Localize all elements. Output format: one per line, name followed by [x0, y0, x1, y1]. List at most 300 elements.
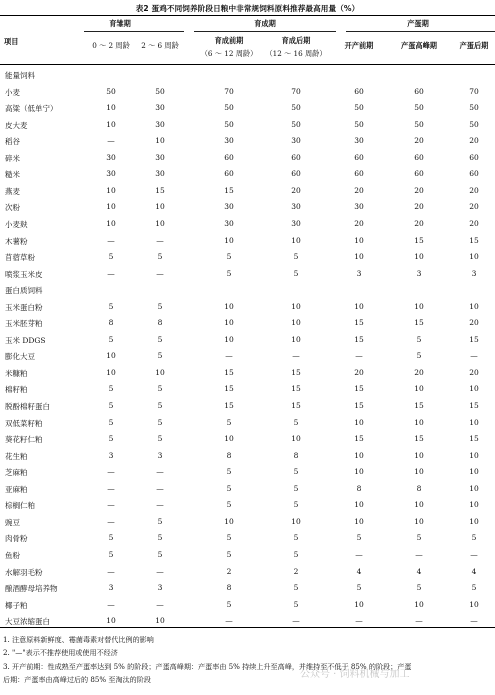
table-cell: 10 [414, 384, 424, 394]
row-label: 皮大麦 [5, 120, 28, 130]
table-cell: 10 [224, 235, 234, 245]
col-week-2-6: 2 ～ 6 周龄 [141, 41, 179, 50]
table-cell: 8 [108, 318, 114, 328]
table-cell: — [470, 549, 478, 559]
table-cell: 5 [157, 401, 163, 410]
table-cell: 20 [291, 185, 301, 195]
table-cell: 20 [469, 367, 479, 377]
table-cell: 5 [157, 549, 163, 559]
table-cell: 50 [106, 86, 116, 96]
row-label: 膨化大豆 [5, 352, 35, 362]
table-cell: 15 [469, 235, 479, 245]
table-cell: 30 [155, 152, 165, 162]
table-cell: 20 [414, 367, 424, 377]
row-label: 双低菜籽粕 [5, 418, 43, 428]
table-cell: 10 [469, 301, 479, 311]
col-late-growing-weeks: （12 ～ 16 周龄） [265, 49, 327, 58]
row-label: 木薯粉 [5, 236, 28, 246]
table-cell: — [156, 500, 164, 510]
table-cell: 10 [354, 235, 364, 245]
table-cell: 5 [108, 334, 114, 344]
table-cell: 15 [291, 367, 301, 377]
table-cell: 5 [226, 500, 232, 510]
item-header: 项目 [4, 37, 19, 46]
table-cell: 50 [224, 103, 234, 113]
table-cell: 10 [414, 450, 424, 460]
table-cell: 20 [469, 136, 479, 146]
table-cell: — [355, 351, 363, 361]
table-cell: 5 [293, 549, 299, 559]
table-cell: 50 [354, 103, 364, 113]
table-cell: 30 [354, 136, 364, 146]
table-cell: 50 [469, 103, 479, 113]
row-label: 亚麻粕 [5, 484, 28, 494]
col-early-growing-weeks: （6 ～ 12 周龄） [200, 49, 258, 58]
table-cell: 10 [354, 450, 364, 460]
table-cell: 10 [414, 252, 424, 262]
table-row [0, 216, 495, 232]
table-cell: 10 [106, 185, 116, 195]
table-title: 表2 蛋鸡不同饲养阶段日粮中非常规饲料原料推荐最高用量（%） [135, 4, 360, 13]
table-notes [3, 633, 493, 687]
table-cell: 10 [414, 417, 424, 427]
table-row [0, 199, 495, 215]
table-row [0, 233, 495, 249]
table-cell: 5 [157, 533, 163, 543]
table-cell: 5 [293, 583, 299, 593]
table-row [0, 183, 495, 199]
row-label: 米糠粕 [5, 368, 28, 378]
table-cell: 15 [354, 318, 364, 328]
row-label: 芝麻粕 [5, 468, 28, 478]
table-cell: 15 [291, 384, 301, 394]
table-cell: 70 [291, 86, 301, 96]
table-cell: 5 [293, 417, 299, 427]
table-cell: — [225, 616, 233, 626]
table-cell: 50 [354, 119, 364, 129]
table-cell: — [156, 483, 164, 493]
table-cell: 10 [224, 516, 234, 526]
table-cell: 10 [106, 218, 116, 228]
table-row [0, 580, 495, 596]
row-label: 棕榈仁粕 [5, 501, 35, 511]
table-cell: 70 [469, 86, 479, 96]
row-label: 棉籽粕 [5, 385, 28, 395]
table-cell: 15 [155, 185, 165, 195]
table-cell: 50 [224, 119, 234, 129]
row-label: 稻谷 [5, 137, 20, 147]
header-rule [0, 64, 495, 65]
table-cell: 10 [469, 417, 479, 427]
note-1: 1. 注意原料新鲜度、霉菌毒素对替代比例的影响 [3, 635, 154, 644]
table-cell: 5 [157, 417, 163, 427]
table-row [0, 464, 495, 480]
table-cell: 20 [414, 202, 424, 212]
table-cell: 20 [354, 367, 364, 377]
table-cell: 5 [416, 334, 422, 344]
table-row [0, 481, 495, 497]
table-cell: — [292, 351, 300, 361]
table-cell: 50 [469, 119, 479, 129]
table-row [0, 299, 495, 315]
table-cell: 60 [354, 86, 364, 96]
table-cell: — [225, 351, 233, 361]
row-label: 玉米蛋白粉 [5, 302, 43, 312]
table-cell: — [355, 616, 363, 626]
col-week-0-2: 0 ～ 2 周龄 [92, 41, 130, 50]
table-cell: 10 [106, 351, 116, 361]
table-cell: — [156, 268, 164, 278]
table-cell: 5 [226, 268, 232, 278]
table-cell: 60 [291, 152, 301, 162]
row-label: 玉米胚芽粕 [5, 319, 43, 329]
table-cell: 10 [291, 516, 301, 526]
table-row [0, 266, 495, 282]
table-row [0, 100, 495, 116]
table-cell: 10 [224, 318, 234, 328]
table-cell: 5 [108, 549, 114, 559]
table-row [0, 332, 495, 348]
table-cell: 15 [469, 401, 479, 410]
table-cell: 10 [155, 136, 165, 146]
table-cell: 3 [471, 268, 477, 278]
table-cell: 4 [356, 566, 362, 576]
table-cell: 15 [354, 434, 364, 444]
table-cell: 20 [414, 136, 424, 146]
table-cell: — [107, 566, 115, 576]
table-row [0, 150, 495, 166]
growing-subrule [194, 31, 336, 32]
table-cell: 15 [469, 434, 479, 444]
row-label: 能量饲料 [5, 71, 35, 80]
table-cell: 10 [469, 450, 479, 460]
table-cell: 20 [354, 185, 364, 195]
table-cell: 20 [414, 185, 424, 195]
table-cell: 15 [354, 401, 364, 410]
table-cell: 10 [354, 417, 364, 427]
row-label: 豌豆 [5, 517, 20, 527]
table-cell: 5 [226, 252, 232, 262]
table-row [0, 365, 495, 381]
table-cell: 10 [354, 252, 364, 262]
table-cell: 15 [354, 384, 364, 394]
table-cell: 5 [416, 351, 422, 361]
table-cell: — [415, 616, 423, 626]
table-cell: 60 [224, 152, 234, 162]
watermark: 公众号 · 饲料机械与加工 [300, 669, 410, 680]
table-cell: — [156, 467, 164, 477]
row-label: 大豆浓缩蛋白 [5, 617, 50, 627]
table-cell: 5 [293, 533, 299, 543]
table-cell: 10 [414, 301, 424, 311]
table-cell: 30 [291, 218, 301, 228]
table-cell: 10 [469, 500, 479, 510]
row-label: 水解羽毛粉 [5, 567, 43, 577]
table-cell: 10 [469, 467, 479, 477]
table-cell: 20 [469, 202, 479, 212]
table-cell: 8 [157, 318, 163, 328]
table-cell: 10 [469, 599, 479, 609]
table-row [0, 415, 495, 431]
table-cell: 10 [155, 218, 165, 228]
table-cell: 5 [226, 483, 232, 493]
table-cell: 20 [469, 218, 479, 228]
table-cell: 20 [469, 185, 479, 195]
table-cell: 15 [224, 384, 234, 394]
table-row [0, 67, 495, 83]
table-cell: 5 [356, 583, 362, 593]
table-cell: 3 [157, 450, 163, 460]
table-cell: 10 [414, 500, 424, 510]
table-cell: 30 [291, 136, 301, 146]
table-cell: 15 [414, 434, 424, 444]
table-cell: — [107, 136, 115, 146]
table-cell: 5 [108, 401, 114, 410]
table-cell: 5 [416, 533, 422, 543]
table-cell: — [107, 235, 115, 245]
table-cell: 10 [155, 202, 165, 212]
group-growing: 育成期 [254, 19, 276, 28]
table-cell: 15 [414, 318, 424, 328]
table-cell: 15 [354, 334, 364, 344]
table-cell: 50 [291, 103, 301, 113]
table-row [0, 315, 495, 331]
row-label: 小麦麸 [5, 219, 28, 229]
table-row [0, 166, 495, 182]
table-row [0, 597, 495, 613]
note-3-continued: 后期：产蛋率由高峰过后的 85% 至淘汰的阶段 [3, 675, 151, 685]
table-cell: 60 [354, 169, 364, 179]
table-row [0, 497, 495, 513]
table-cell: 10 [224, 434, 234, 444]
table-cell: 30 [106, 152, 116, 162]
table-cell: 50 [291, 119, 301, 129]
col-late-laying: 产蛋后期 [459, 41, 489, 50]
top-rule [0, 15, 495, 16]
table-cell: 10 [469, 384, 479, 394]
table-cell: 60 [414, 86, 424, 96]
table-cell: 5 [293, 467, 299, 477]
table-cell: 30 [155, 103, 165, 113]
row-label: 小麦 [5, 87, 20, 97]
table-row [0, 547, 495, 563]
row-label: 椰子粕 [5, 600, 28, 610]
table-cell: 5 [108, 533, 114, 543]
table-cell: 5 [157, 334, 163, 344]
table-row [0, 398, 495, 414]
table-cell: 30 [354, 202, 364, 212]
table-cell: 5 [356, 533, 362, 543]
col-peak-laying: 产蛋高峰期 [401, 41, 437, 50]
table-cell: 10 [469, 252, 479, 262]
table-row [0, 381, 495, 397]
table-cell: 8 [226, 583, 232, 593]
table-cell: 15 [224, 185, 234, 195]
table-cell: 10 [106, 367, 116, 377]
row-label: 喷浆玉米皮 [5, 269, 43, 279]
table-cell: 5 [108, 417, 114, 427]
table-cell: 10 [106, 119, 116, 129]
table-cell: 30 [224, 218, 234, 228]
table-cell: 5 [471, 583, 477, 593]
table-cell: 20 [469, 318, 479, 328]
table-cell: 5 [108, 434, 114, 444]
table-cell: 10 [291, 301, 301, 311]
table-cell: 4 [416, 566, 422, 576]
col-early-growing: 育成前期 [214, 36, 244, 45]
table-cell: 10 [354, 301, 364, 311]
table-cell: 10 [155, 367, 165, 377]
table-cell: 15 [414, 401, 424, 410]
table-cell: 5 [226, 417, 232, 427]
note-2: 2. "—"表示不推荐使用或使用不经济 [3, 648, 118, 658]
table-cell: 5 [108, 252, 114, 262]
table-cell: 10 [106, 103, 116, 113]
table-cell: 15 [469, 334, 479, 344]
table-cell: 5 [157, 301, 163, 311]
table-cell: 10 [155, 616, 165, 626]
table-cell: 15 [291, 401, 301, 410]
table-cell: — [107, 467, 115, 477]
table-cell: 60 [414, 169, 424, 179]
table-cell: 60 [354, 152, 364, 162]
table-cell: 5 [416, 583, 422, 593]
row-label: 酿酒酵母培养物 [5, 584, 58, 594]
table-cell: 10 [291, 334, 301, 344]
laying-subrule [346, 31, 495, 32]
table-cell: 70 [224, 86, 234, 96]
table-cell: 30 [224, 202, 234, 212]
table-cell: 60 [224, 169, 234, 179]
table-cell: 10 [354, 516, 364, 526]
table-cell: 30 [291, 202, 301, 212]
table-cell: 5 [157, 384, 163, 394]
table-cell: 5 [293, 252, 299, 262]
row-label: 高粱（低单宁） [5, 104, 58, 114]
row-label: 次粉 [5, 203, 20, 213]
table-cell: 3 [108, 450, 114, 460]
table-cell: 5 [157, 252, 163, 262]
table-cell: 5 [226, 549, 232, 559]
table-row [0, 133, 495, 149]
table-cell: 15 [224, 401, 234, 410]
table-row [0, 514, 495, 530]
table-cell: 10 [354, 599, 364, 609]
table-cell: 10 [469, 483, 479, 493]
row-label: 肉骨粉 [5, 534, 28, 544]
table-cell: 5 [293, 500, 299, 510]
table-row [0, 117, 495, 133]
table-cell: 50 [414, 119, 424, 129]
col-pre-laying: 开产前期 [344, 41, 374, 50]
row-label: 糙米 [5, 170, 20, 180]
table-cell: 3 [157, 583, 163, 593]
table-cell: 10 [354, 500, 364, 510]
table-cell: — [355, 549, 363, 559]
table-cell: 5 [157, 434, 163, 444]
table-cell: — [156, 235, 164, 245]
row-label: 苜蓿草粉 [5, 253, 35, 263]
table-row [0, 282, 495, 298]
table-cell: — [107, 599, 115, 609]
table-cell: 60 [414, 152, 424, 162]
table-cell: 5 [226, 599, 232, 609]
table-row [0, 84, 495, 100]
table-cell: 30 [155, 119, 165, 129]
table-cell: 5 [293, 483, 299, 493]
table-row [0, 431, 495, 447]
table-cell: 60 [469, 169, 479, 179]
table-cell: 5 [157, 516, 163, 526]
group-laying: 产蛋期 [407, 19, 429, 28]
table-cell: 30 [155, 169, 165, 179]
table-cell: 20 [354, 218, 364, 228]
table-cell: 5 [471, 533, 477, 543]
table-row [0, 249, 495, 265]
row-label: 玉米 DDGS [5, 335, 46, 345]
row-label: 葵花籽仁粕 [5, 435, 43, 445]
table-cell: 3 [416, 268, 422, 278]
table-cell: 5 [226, 533, 232, 543]
table-cell: 10 [291, 434, 301, 444]
table-cell: 50 [414, 103, 424, 113]
table-cell: 10 [106, 616, 116, 626]
table-cell: — [156, 566, 164, 576]
table-cell: 10 [354, 467, 364, 477]
table-cell: 5 [293, 268, 299, 278]
table-cell: — [470, 351, 478, 361]
table-cell: — [107, 483, 115, 493]
row-label: 蛋白质饲料 [5, 286, 43, 296]
table-cell: 10 [224, 301, 234, 311]
table-cell: 50 [155, 86, 165, 96]
table-cell: 60 [291, 169, 301, 179]
table-cell: 8 [356, 483, 362, 493]
note-3: 3. 开产前期：性成熟至产蛋率达到 5% 的阶段；产蛋高峰期：产蛋率由 5% 持续上升至高峰，并维持至不低于 85% 的阶段；产蛋 [3, 661, 412, 671]
group-brooding: 育雏期 [109, 19, 131, 28]
table-cell: 8 [416, 483, 422, 493]
table-cell: 3 [356, 268, 362, 278]
table-row [0, 348, 495, 364]
table-cell: 10 [291, 318, 301, 328]
table-cell: 30 [106, 169, 116, 179]
table-cell: 60 [469, 152, 479, 162]
table-cell: 5 [157, 351, 163, 361]
table-row [0, 448, 495, 464]
bottom-rule [0, 627, 495, 628]
table-cell: — [470, 616, 478, 626]
table-cell: — [107, 500, 115, 510]
table-cell: 5 [108, 384, 114, 394]
table-cell: 5 [226, 467, 232, 477]
row-label: 碎米 [5, 153, 20, 163]
table-cell: — [292, 616, 300, 626]
table-cell: 8 [293, 450, 299, 460]
table-cell: — [156, 599, 164, 609]
table-cell: — [107, 516, 115, 526]
table-cell: — [415, 549, 423, 559]
table-cell: 8 [226, 450, 232, 460]
table-cell: 10 [414, 599, 424, 609]
table-cell: 3 [108, 583, 114, 593]
table-cell: 10 [224, 334, 234, 344]
table-cell: 5 [293, 599, 299, 609]
table-cell: — [107, 268, 115, 278]
table-cell: 15 [224, 367, 234, 377]
table-cell: 15 [414, 235, 424, 245]
table-cell: 10 [291, 235, 301, 245]
table-cell: 2 [293, 566, 299, 576]
